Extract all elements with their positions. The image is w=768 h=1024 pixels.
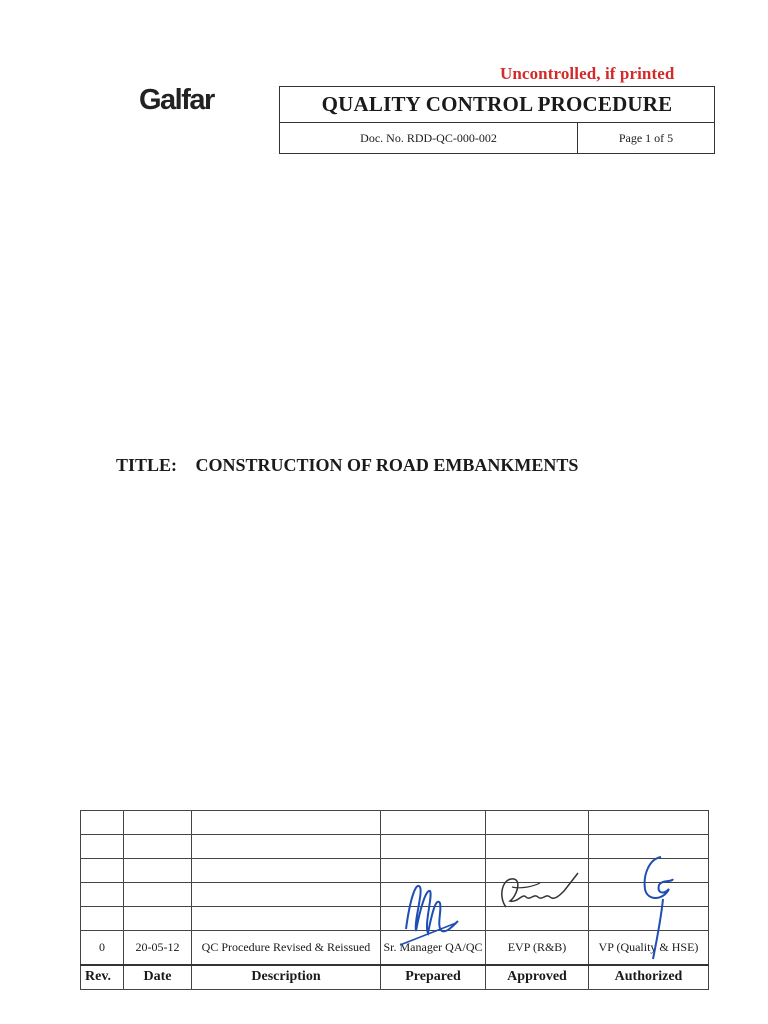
authorized-role: VP (Quality & HSE) <box>598 940 699 955</box>
column-header-date: Date <box>124 965 192 990</box>
column-header-authorized: Authorized <box>589 965 709 990</box>
revision-blank-row <box>81 835 709 859</box>
title-label: TITLE: <box>116 455 178 475</box>
date-cell: 20-05-12 <box>124 931 192 965</box>
rev-cell: 0 <box>81 931 124 965</box>
column-header-rev: Rev. <box>81 965 124 990</box>
approved-role: EVP (R&B) <box>507 940 567 955</box>
page-indicator: Page 1 of 5 <box>618 130 674 145</box>
revision-header-row <box>81 965 709 990</box>
revision-row <box>81 931 709 965</box>
revision-blank-row <box>81 883 709 907</box>
description-cell: QC Procedure Revised & Reissued <box>192 931 381 965</box>
doc-number: Doc. No. RDD-QC-000-002 <box>280 123 578 153</box>
uncontrolled-notice: Uncontrolled, if printed <box>500 64 675 83</box>
revision-table <box>80 810 709 990</box>
document-header-row <box>280 123 714 153</box>
authorized-cell <box>589 931 709 965</box>
company-logo: Galfar <box>139 84 214 116</box>
revision-blank-row <box>81 859 709 883</box>
column-header-prepared: Prepared <box>381 965 486 990</box>
prepared-role: Sr. Manager QA/QC <box>383 940 483 955</box>
document-type-heading: QUALITY CONTROL PROCEDURE <box>280 87 714 123</box>
document-header-box <box>279 86 715 154</box>
column-header-approved: Approved <box>486 965 589 990</box>
column-header-description: Description <box>192 965 381 990</box>
approved-cell <box>486 931 589 965</box>
procedure-title <box>116 455 578 476</box>
revision-blank-row <box>81 811 709 835</box>
title-text: CONSTRUCTION OF ROAD EMBANKMENTS <box>195 455 579 475</box>
revision-blank-row <box>81 907 709 931</box>
prepared-cell <box>381 931 486 965</box>
